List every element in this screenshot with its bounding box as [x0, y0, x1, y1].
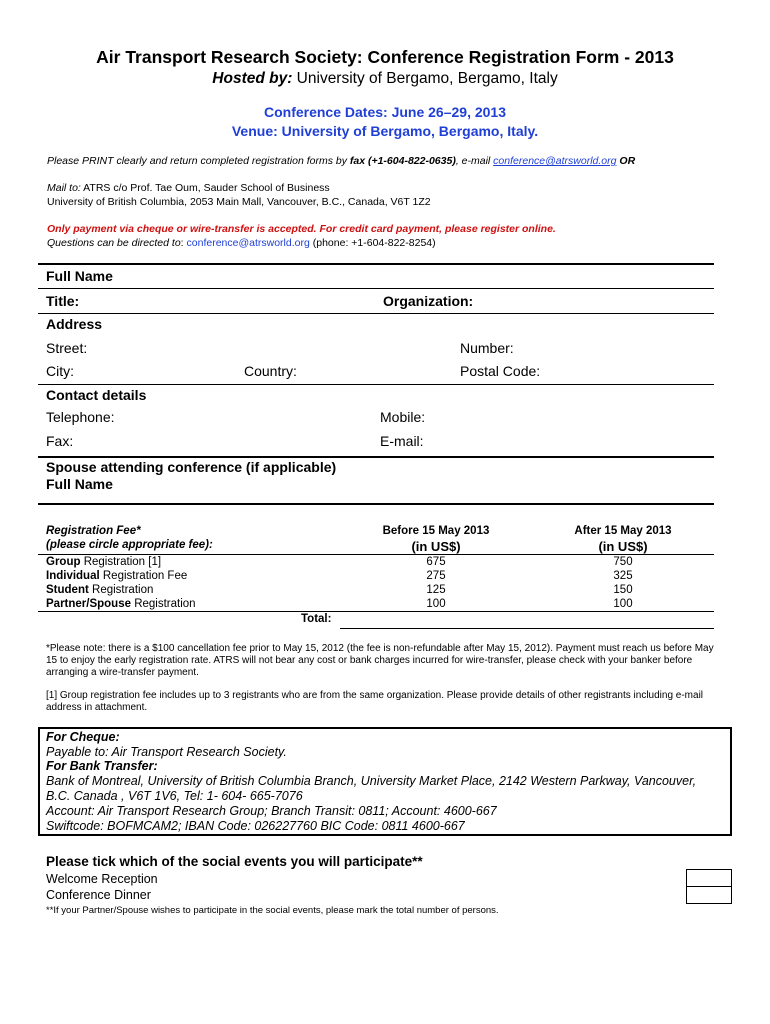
fee-rows-line: [38, 611, 714, 612]
fee-after-value[interactable]: 325: [613, 570, 633, 582]
fee-row-bold: Group: [46, 556, 81, 568]
mobile-label: Mobile:: [380, 409, 426, 425]
questions-email[interactable]: conference@atrsworld.org: [186, 237, 310, 249]
note2-line1: [1] Group registration fee includes up to 3 registrants who are from the same organization. Please provide details of other registrants including e-mail: [46, 690, 704, 701]
bank-line2: B.C. Canada , V6T 1V6, Tel: 1- 604- 665-7076: [46, 789, 303, 803]
contact-line[interactable]: [38, 456, 714, 458]
fax-label: Fax:: [46, 433, 74, 449]
mail-line1: ATRS c/o Prof. Tae Oum, Sauder School of Business: [80, 182, 330, 194]
questions-line: [47, 237, 436, 249]
welcome-reception-checkbox[interactable]: [686, 869, 732, 887]
fee-row-partner: [46, 598, 196, 610]
or-text: OR: [616, 155, 636, 167]
email-prefix: , e-mail: [455, 155, 494, 167]
hosted-value: University of Bergamo, Bergamo, Italy: [292, 70, 558, 87]
fee-row-bold: Student: [46, 584, 89, 596]
fee-before-value[interactable]: 125: [426, 584, 446, 596]
before-currency: (in US$): [411, 539, 461, 554]
social-heading: Please tick which of the social events you will participate**: [46, 854, 423, 869]
note1-line3: arranging a wire-transfer payment.: [46, 667, 199, 678]
divider-top: [38, 263, 714, 265]
fee-header1: Registration Fee*: [46, 525, 141, 537]
fee-before-value[interactable]: 100: [426, 598, 446, 610]
spouse-label: Spouse attending conference (if applicable): [46, 459, 337, 475]
mail-label: Mail to:: [47, 182, 81, 194]
contact-details-label: Contact details: [46, 387, 147, 403]
bank-line3: Account: Air Transport Research Group; Branch Transit: 0811; Account: 4600-667: [46, 804, 497, 818]
bank-transfer-label: For Bank Transfer:: [46, 759, 158, 773]
fee-row-rest: Registration Fee: [99, 570, 188, 582]
payment-note: Only payment via cheque or wire-transfer is accepted. For credit card payment, please register online.: [47, 223, 556, 235]
conference-dinner-checkbox[interactable]: [686, 886, 732, 904]
address-line[interactable]: [38, 384, 714, 385]
fee-before-value[interactable]: 275: [426, 570, 446, 582]
full-name-line[interactable]: [38, 288, 714, 289]
address-label: Address: [46, 316, 103, 332]
questions-label: Questions can be directed to: [47, 237, 181, 249]
event-welcome-reception: Welcome Reception: [46, 872, 158, 886]
questions-phone: (phone: +1-604-822-8254): [309, 237, 436, 249]
title-label: Title:: [46, 293, 80, 309]
note2-line2: address in attachment.: [46, 702, 148, 713]
print-text: Please PRINT clearly and return completed registration forms by: [47, 155, 350, 167]
fee-row-individual: [46, 570, 187, 582]
postal-code-label: Postal Code:: [460, 363, 541, 379]
social-footnote: **If your Partner/Spouse wishes to participate in the social events, please mark the total number of persons.: [46, 905, 499, 916]
note1-line2: 15 to enjoy the early registration rate. ATRS will not bear any cost or bank charges incurred for wire-transfer, please check with your banker before: [46, 655, 693, 666]
email-label: E-mail:: [380, 433, 424, 449]
street-label: Street:: [46, 340, 88, 356]
bank-line4: Swiftcode: BOFMCAM2; IBAN Code: 026227760 BIC Code: 0811 4600-667: [46, 819, 465, 833]
after-currency: (in US$): [598, 539, 648, 554]
questions-colon: :: [180, 237, 187, 249]
spouse-line[interactable]: [38, 503, 714, 505]
fax-number: fax (+1-604-822-0635): [349, 155, 456, 167]
fee-row-group: [46, 556, 161, 568]
event-conference-dinner: Conference Dinner: [46, 888, 151, 902]
total-label: Total:: [301, 613, 332, 625]
conference-venue: Venue: University of Bergamo, Bergamo, Italy.: [231, 123, 539, 139]
email-link[interactable]: conference@atrsworld.org: [493, 155, 617, 167]
total-line[interactable]: [340, 628, 714, 629]
fee-row-rest: Registration [1]: [80, 556, 162, 568]
fee-after-value[interactable]: 150: [613, 584, 633, 596]
mail-line2: University of British Columbia, 2053 Main Mall, Vancouver, B.C., Canada, V6T 1Z2: [47, 196, 431, 208]
fee-header2: (please circle appropriate fee):: [46, 539, 213, 551]
note1-line1: *Please note: there is a $100 cancellation fee prior to May 15, 2012 (the fee is non-refundable after May 15, 2012). Payment must reach us before May: [46, 643, 714, 654]
full-name-label: Full Name: [46, 268, 113, 284]
hosted-label: Hosted by:: [212, 70, 293, 87]
conference-dates: Conference Dates: June 26–29, 2013: [263, 104, 506, 120]
print-instructions: [47, 155, 635, 167]
fee-row-rest: Registration: [131, 598, 196, 610]
before-date-label: Before 15 May 2013: [382, 525, 490, 537]
country-label: Country:: [244, 363, 297, 379]
cheque-payable: Payable to: Air Transport Research Society.: [46, 745, 287, 759]
fee-row-bold: Partner/Spouse: [46, 598, 131, 610]
bank-line1: Bank of Montreal, University of British Columbia Branch, University Market Place, 2142 Western Parkway, Vancouver,: [46, 774, 697, 788]
fee-header-line: [38, 554, 714, 555]
cheque-label: For Cheque:: [46, 730, 120, 744]
fee-row-rest: Registration: [88, 584, 154, 596]
mail-to-line: [47, 182, 330, 194]
spouse-full-name-label: Full Name: [46, 476, 113, 492]
telephone-label: Telephone:: [46, 409, 115, 425]
page-title: Air Transport Research Society: Conference Registration Form - 2013: [96, 47, 674, 67]
fee-after-value[interactable]: 100: [613, 598, 633, 610]
city-label: City:: [46, 363, 74, 379]
fee-row-student: [46, 584, 153, 596]
after-date-label: After 15 May 2013: [574, 525, 672, 537]
hosted-by: [0, 70, 770, 88]
number-label: Number:: [460, 340, 514, 356]
organization-label: Organization:: [383, 293, 474, 309]
fee-row-bold: Individual: [46, 570, 100, 582]
fee-before-value[interactable]: 675: [426, 556, 446, 568]
title-line[interactable]: [38, 313, 714, 314]
fee-after-value[interactable]: 750: [613, 556, 633, 568]
